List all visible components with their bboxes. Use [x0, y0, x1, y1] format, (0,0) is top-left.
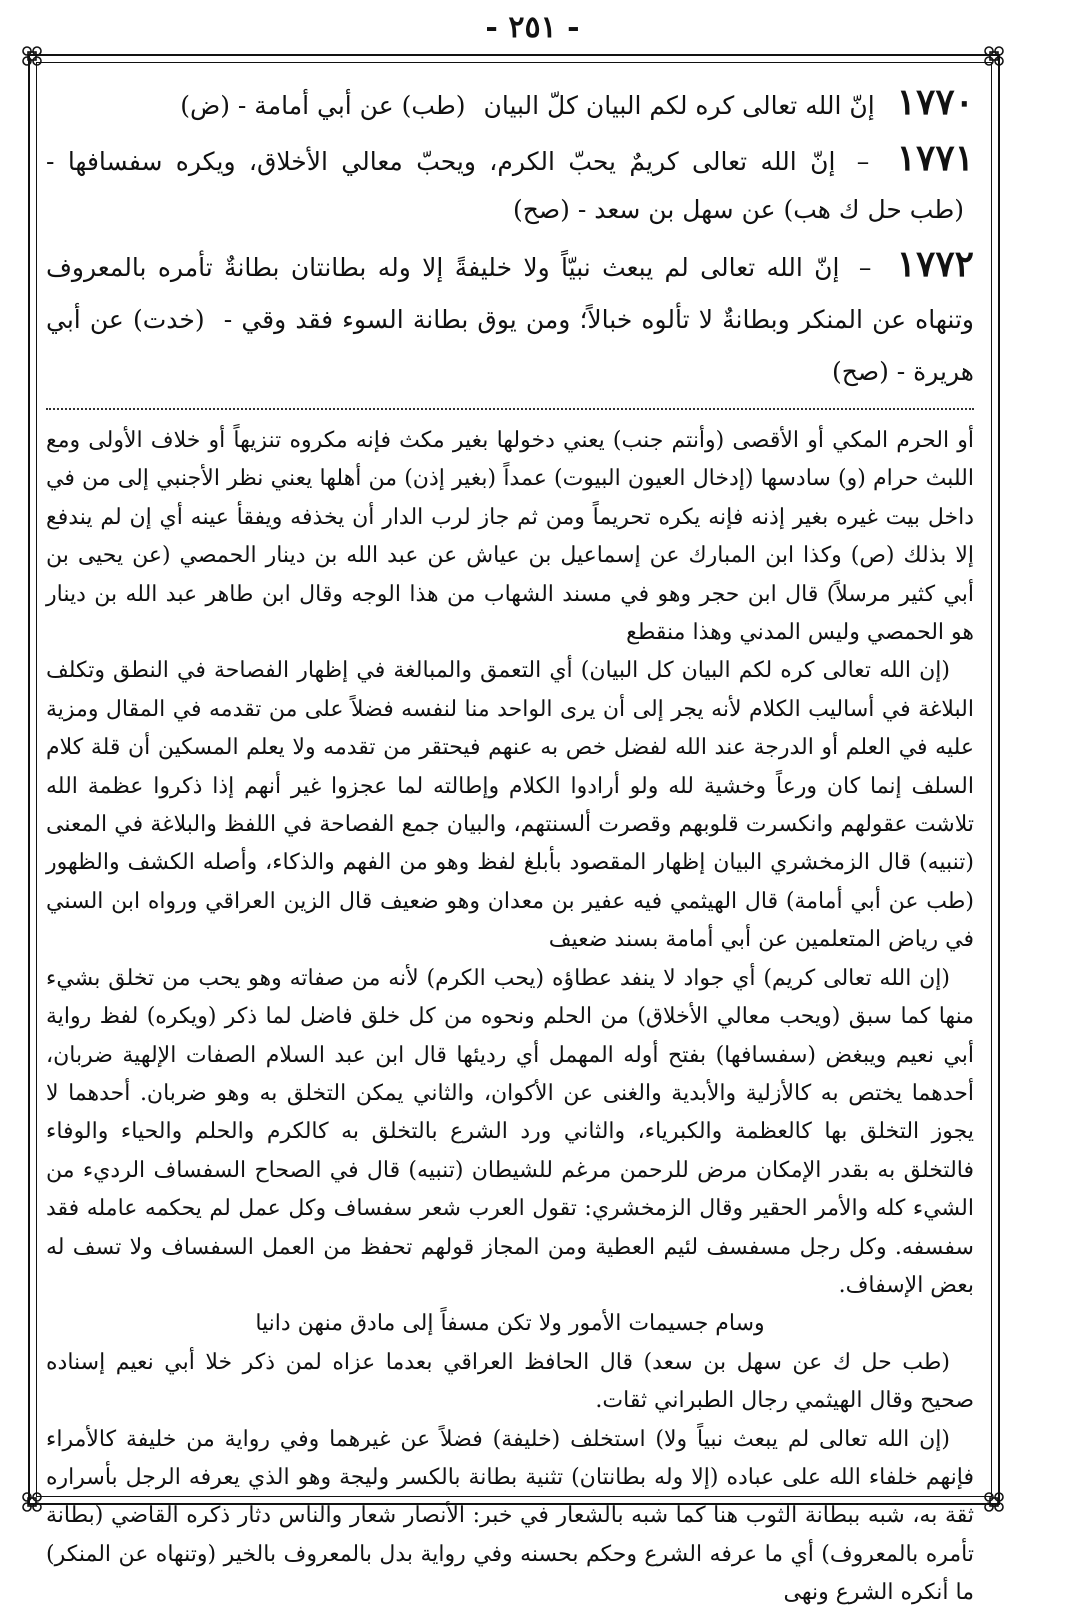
section-divider: [46, 408, 974, 410]
ornament-icon: [982, 1490, 1006, 1514]
hadith-source: (طب حل ك هب) عن سهل بن سعد - (صح): [513, 195, 964, 224]
hadith-text: إنّ الله تعالى كريمٌ يحبّ الكرم، ويحبّ معالي الأخلاق، ويكره سفسافها -: [46, 147, 836, 176]
page-content: [46, 78, 974, 1613]
hadith-number: ١٧٧٢: [896, 243, 975, 285]
commentary-paragraph: (إن الله تعالى كره لكم البيان كل البيان) أي التعمق والمبالغة في إظهار الفصاحة في النطق وتكلف البلاغة في أساليب الكلام لأنه يجر إلى أن يرى الواحد منا لنفسه فضلاً على من تقدمه في المقال ومزية عليه في العلم أو الدرجة عند الله لفضل خص به عنهم فيحتقر من تقدمه ولا يعلم المسكين أن قلة كلام السلف إنما كان ورعاً وخشية لله ولو أرادوا الكلام وإطالته لما عجزوا غير أنهم إذا ذكروا عظمة الله تلاشت عقولهم وانكسرت قلوبهم وقصرت ألسنتهم، والبيان جمع الفصاحة في اللفظ والبلاغة في المعنى (تنبيه) قال الزمخشري البيان إظهار المقصود بأبلغ لفظ وهو من الفهم والذكاء، وأصله الكشف والظهور (طب عن أبي أمامة) قال الهيثمي فيه عفير بن معدان وهو ضعيف قال الزين العراقي ورواه ابن السني في رياض المتعلمين عن أبي أمامة بسند ضعيف: [46, 658, 974, 953]
hadith-entry: [46, 78, 974, 130]
hadith-text: إنّ الله تعالى كره لكم البيان كلّ البيان: [483, 91, 875, 120]
commentary-paragraph: أو الحرم المكي أو الأقصى (وأنتم جنب) يعني دخولها بغير مكث فإنه مكروه تنزيهاً أو خلاف الأولى ومع اللبث حرام (و) سادسها (إدخال العيون البيوت) عمداً (بغير إذن) من أهلها يعني نظر الأجنبي إلى من في داخل بيت غيره بغير إذنه فإنه يكره تحريماً ومن ثم جاز لرب الدار أن يخذفه ويفقأ عينه أي إن لم يندفع إلا بذلك (ص) وكذا ابن المبارك عن إسماعيل بن عياش عن عبد الله بن دينار الحمصي (عن يحيى بن أبي كثير مرسلاً) قال ابن حجر وهو في مسند الشهاب من هذا الوجه وقال ابن طاهر عبد الله بن دينار هو الحمصي وليس المدني وهذا منقطع: [46, 428, 975, 646]
hadith-text: إنّ الله تعالى لم يبعث نبيّاً ولا خليفةً إلا وله بطانتان بطانةٌ تأمره بالمعروف وتنهاه عن المنكر وبطانةٌ لا تألوه خبالاً؛ ومن يوق بطانة السوء فقد وقي -: [46, 253, 974, 334]
hadith-entry: [46, 134, 974, 234]
hadith-number: ١٧٧١: [896, 137, 974, 179]
commentary-paragraph: (إن الله تعالى لم يبعث نبياً ولا) استخلف (خليفة) فضلاً عن غيرهما وفي رواية من خليفة كالأمراء فإنهم خلفاء الله على عباده (إلا وله بطانتان) تثنية بطانة بالكسر وليجة وهو الذي يعرفه الرجل بأسراره ثقة به، شبه ببطانة الثوب هنا كما شبه بالشعار في خبر: الأنصار شعار والناس دثار ذكره القاضي (بطانة تأمره بالمعروف) أي ما عرفه الشرع وحكم بحسنه وفي رواية بدل بالمعروف بالخير (وتنهاه عن المنكر) ما أنكره الشرع ونهى: [46, 1426, 974, 1606]
hadith-source: (طب) عن أبي أمامة - (ض): [180, 91, 466, 120]
poetry-verse: وسام جسيمات الأمور ولا تكن مسفاً إلى مادق منهن دانيا: [255, 1311, 765, 1337]
dash-separator: –: [856, 147, 870, 176]
commentary-paragraph: (إن الله تعالى كريم) أي جواد لا ينفد عطاؤه (يحب الكرم) لأنه من صفاته وهو يحب من تخلق بشيء منها كما سبق (ويحب معالي الأخلاق) من الحلم ونحوه من كل خلق فاضل لما ذكر (ويكره) لفظ رواية أبي نعيم ويبغض (سفسافها) بفتح أوله المهمل أي رديئها قال ابن عبد السلام الصفات الإلهية ضربان، أحدهما يختص به كالأزلية والأبدية والغنى عن الأكوان، والثاني يمكن التخلق به وهو ضربان. أحدهما لا يجوز التخلق بها كالعظمة والكبرياء، والثاني ورد الشرع بالتخلق به كالكرم والحلم والحياء والوفاء فالتخلق به بقدر الإمكان مرض للرحمن مرغم للشيطان (تنبيه) قال في الصحاح السفساف الرديء من الشيء كله والأمر الحقير وقال الزمخشري: تقول العرب شعر سفساف وكل عمل لم يحكمه عامله فقد سفسفه. وكل رجل مسفسف لئيم العطية ومن المجاز قولهم تحفظ من العمل السفساف ولا تسف له بعض الإسفاف.: [46, 965, 974, 1298]
hadith-source: (خدت) عن أبي هريرة - (صح): [46, 305, 974, 386]
hadith-entry: [46, 238, 974, 398]
hadith-number: ١٧٧٠: [896, 81, 974, 123]
ornament-icon: [20, 1490, 44, 1514]
ornament-icon: [982, 44, 1006, 68]
dash-separator: –: [858, 253, 872, 282]
commentary-paragraph: (طب حل ك عن سهل بن سعد) قال الحافظ العراقي بعدما عزاه لمن ذكر خلا أبي نعيم إسناده صحيح وقال الهيثمي رجال الطبراني ثقات.: [46, 1349, 974, 1414]
ornament-icon: [20, 44, 44, 68]
page-number: - ٢٥١ -: [485, 10, 580, 45]
commentary: [46, 422, 974, 1613]
